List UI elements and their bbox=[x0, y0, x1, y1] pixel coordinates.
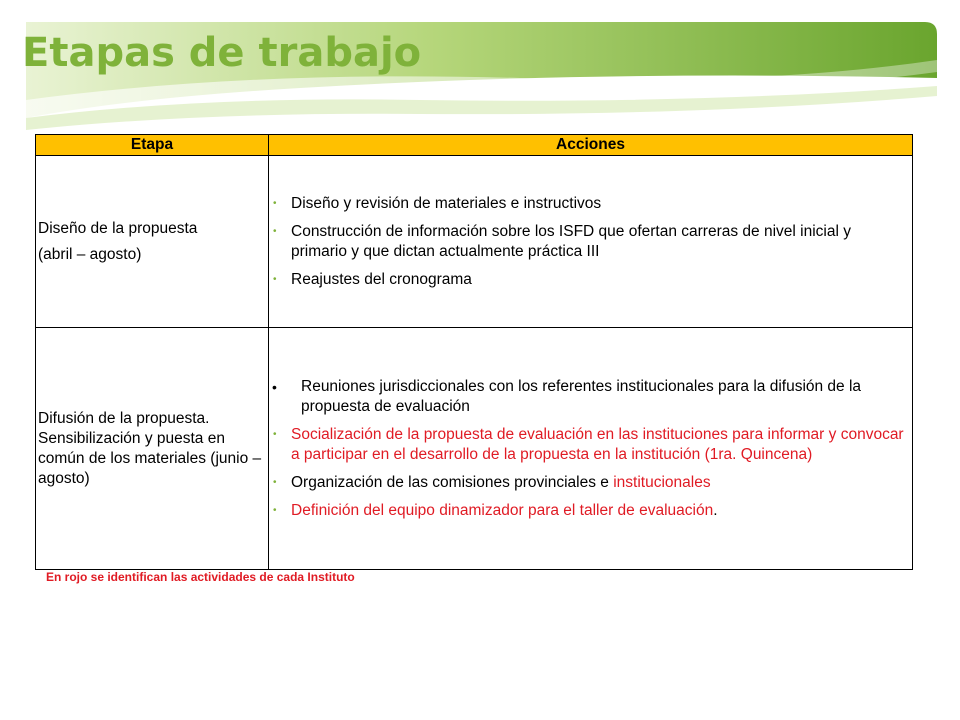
bullet-icon: • bbox=[273, 225, 277, 237]
action-text: Reajustes del cronograma bbox=[291, 270, 472, 288]
list-item bbox=[269, 222, 904, 262]
table-row bbox=[36, 328, 913, 570]
bullet-icon: • bbox=[273, 428, 277, 440]
table-header-row bbox=[36, 135, 913, 156]
action-text: Organización de las comisiones provinciales e bbox=[291, 473, 614, 491]
table-row bbox=[36, 156, 913, 328]
list-item bbox=[269, 425, 904, 465]
legend-note: En rojo se identifican las actividades de cada Instituto bbox=[46, 570, 355, 584]
actions-list bbox=[269, 377, 904, 521]
bullet-icon: • bbox=[272, 378, 277, 395]
bullet-icon: • bbox=[273, 504, 277, 516]
stage-cell-design bbox=[36, 156, 269, 328]
actions-cell-diffusion bbox=[269, 328, 913, 570]
action-text: Diseño y revisión de materiales e instructivos bbox=[291, 194, 602, 212]
list-item bbox=[269, 473, 904, 493]
action-text: Reuniones jurisdiccionales con los referentes institucionales para la difusión de la propuesta de evaluación bbox=[301, 377, 862, 415]
bullet-icon: • bbox=[273, 476, 277, 488]
action-text-highlighted: Socialización de la propuesta de evaluación en las instituciones para informar y convocar a participar en el desarrollo de la propuesta en la institución (1ra. Quincena) bbox=[291, 425, 904, 463]
action-text: Construcción de información sobre los ISFD que ofertan carreras de nivel inicial y primario y que dictan actualmente práctica III bbox=[291, 222, 851, 260]
stage-description: Difusión de la propuesta. Sensibilización y puesta en común de los materiales (junio – agosto) bbox=[38, 409, 262, 487]
stage-name: Diseño de la propuesta bbox=[38, 219, 198, 237]
header-actions: Acciones bbox=[269, 135, 913, 156]
list-item bbox=[269, 270, 904, 290]
action-text-highlighted: Definición del equipo dinamizador para el taller de evaluación bbox=[291, 501, 714, 519]
slide-title: Etapas de trabajo bbox=[22, 30, 422, 76]
bullet-icon: • bbox=[273, 273, 277, 285]
header-stage: Etapa bbox=[36, 135, 269, 156]
work-stages-table bbox=[35, 134, 913, 570]
bullet-icon: • bbox=[273, 197, 277, 209]
list-item bbox=[269, 377, 904, 417]
actions-list bbox=[269, 194, 904, 290]
action-text-highlighted: institucionales bbox=[613, 473, 711, 491]
action-text: . bbox=[713, 501, 718, 519]
list-item bbox=[269, 194, 904, 214]
stage-period: (abril – agosto) bbox=[38, 245, 142, 263]
actions-cell-design bbox=[269, 156, 913, 328]
list-item bbox=[269, 501, 904, 521]
stage-cell-diffusion bbox=[36, 328, 269, 570]
